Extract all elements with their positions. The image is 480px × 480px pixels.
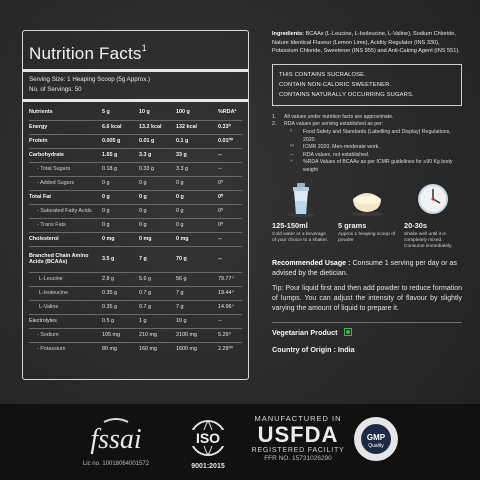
nutrient-value: 0.01⁰⁰ bbox=[218, 134, 242, 148]
nutrient-value: 0 g bbox=[102, 218, 139, 232]
nutrient-value: 0 g bbox=[139, 218, 176, 232]
nutrient-name: Cholesterol bbox=[29, 232, 102, 246]
nutrient-name: L-Isoleucine bbox=[29, 286, 102, 300]
nutrient-value: 56 g bbox=[176, 272, 218, 286]
nutrient-value: 0 g bbox=[102, 176, 139, 190]
gmp-cert bbox=[352, 414, 400, 469]
nutrition-row bbox=[29, 272, 242, 286]
nutrient-value: -- bbox=[218, 162, 242, 176]
nutrient-value: 2.8 g bbox=[102, 272, 139, 286]
nutrition-row bbox=[29, 148, 242, 162]
header-cell: 10 g bbox=[139, 109, 150, 116]
nutrient-value: 0 mg bbox=[139, 232, 176, 246]
step-powder: 5 grams Approx 1 heaping scoop of powder bbox=[338, 181, 396, 250]
step-shake: 20-30s Shake well until it is completely mixed. Consume immediately. bbox=[404, 181, 462, 250]
nutrient-value: 19.44⁺ bbox=[218, 286, 242, 300]
nutrient-name: Branched Chain Amino Acids (BCAAs) bbox=[29, 246, 102, 272]
nutrient-value: -- bbox=[218, 246, 242, 272]
nutrient-name: - Total Sugars bbox=[29, 162, 102, 176]
vegetarian-label: Vegetarian Product bbox=[272, 328, 462, 337]
nutrient-value: 0⁰ bbox=[218, 190, 242, 204]
nutrient-value: 3.3 g bbox=[139, 148, 176, 162]
nutrient-value: 0 g bbox=[139, 190, 176, 204]
nutrient-value: 0.35 g bbox=[102, 300, 139, 314]
nutrient-name: - Added Sugars bbox=[29, 176, 102, 190]
nutrient-value: 7 g bbox=[139, 246, 176, 272]
svg-text:ISO: ISO bbox=[195, 430, 221, 446]
nutrition-row bbox=[29, 232, 242, 246]
nutrient-value: 0.7 g bbox=[139, 300, 176, 314]
nutrition-facts-panel bbox=[22, 30, 249, 380]
nutrient-value: 132 kcal bbox=[176, 120, 218, 134]
nutrition-row bbox=[29, 162, 242, 176]
nutrient-value: 3.3 g bbox=[176, 162, 218, 176]
nutrient-value: 14.96⁺ bbox=[218, 300, 242, 314]
nutrient-value: 0 g bbox=[102, 190, 139, 204]
nutrient-name: L-Valine bbox=[29, 300, 102, 314]
nutrient-value: 0.7 g bbox=[139, 286, 176, 300]
sweetener-notice: THIS CONTAINS SUCRALOSE. CONTAIN NON-CALORIC SWEETENER. CONTAINS NATURALLY OCCURRING SUGARS. bbox=[272, 64, 462, 106]
nutrient-value: 0 mg bbox=[102, 232, 139, 246]
nutrient-value: 0.33⁰ bbox=[218, 120, 242, 134]
nutrient-name: L-Leucine bbox=[29, 272, 102, 286]
divider bbox=[23, 99, 248, 102]
nutrient-value: 13.2 kcal bbox=[139, 120, 176, 134]
nutrition-row bbox=[29, 314, 242, 328]
info-column bbox=[272, 30, 462, 354]
nutrient-value: 6.6 kcal bbox=[102, 120, 139, 134]
nutrient-name: - Saturated Fatty Acids bbox=[29, 204, 102, 218]
header-cell: 100 g bbox=[176, 109, 190, 116]
nutrient-value: 160 mg bbox=[139, 342, 176, 356]
nutrient-value: 0.01 g bbox=[139, 134, 176, 148]
nutrient-value: 0.18 g bbox=[102, 162, 139, 176]
nutrition-row bbox=[29, 286, 242, 300]
svg-text:Quality: Quality bbox=[368, 443, 384, 449]
nutrient-value: 0 g bbox=[102, 204, 139, 218]
header-cell: 5 g bbox=[102, 109, 110, 116]
nutrient-value: 1 g bbox=[139, 314, 176, 328]
fssai-cert: fssai Lic no. 10018064001572 bbox=[66, 418, 166, 467]
nutrient-value: -- bbox=[218, 232, 242, 246]
nutrient-value: -- bbox=[218, 314, 242, 328]
nutrient-value: 33 g bbox=[176, 148, 218, 162]
nutrient-value: 0.005 g bbox=[102, 134, 139, 148]
nutrition-header-row bbox=[29, 105, 242, 120]
veg-mark-icon bbox=[344, 328, 352, 336]
nutrition-row bbox=[29, 300, 242, 314]
nutrition-row bbox=[29, 342, 242, 356]
shaker-icon bbox=[272, 181, 330, 217]
tip-text: Tip: Pour liquid first and then add powder to reduce formation of lumps. You can adjust the intensity of flavour by slightly varying the amount of liquid to prepare it. bbox=[272, 284, 462, 312]
nutrient-value: 1600 mg bbox=[176, 342, 218, 356]
nutrient-value: 105 mg bbox=[102, 328, 139, 342]
header-cell: Nutrients bbox=[29, 109, 53, 116]
nutrient-name: Carbohydrate bbox=[29, 148, 102, 162]
country-of-origin: Country of Origin : India bbox=[272, 344, 355, 354]
nutrient-value: 0 g bbox=[176, 218, 218, 232]
iso-cert: ISO 9001:2015 bbox=[180, 418, 236, 470]
nutrient-value: 80 mg bbox=[102, 342, 139, 356]
nutrient-value: 0 g bbox=[176, 204, 218, 218]
header-cell: %RDA² bbox=[218, 109, 237, 116]
nutrient-value: 10 g bbox=[176, 314, 218, 328]
nutrient-name: - Sodium bbox=[29, 328, 102, 342]
nutrient-value: 5.6 g bbox=[139, 272, 176, 286]
usfda-cert: MANUFACTURED IN USFDA REGISTERED FACILITY FFR NO. 15731026290 bbox=[251, 414, 345, 462]
nutrient-value: 70 g bbox=[176, 246, 218, 272]
nutrient-value: 0⁰ bbox=[218, 204, 242, 218]
nutrition-row bbox=[29, 120, 242, 134]
nutrient-value: 0⁰ bbox=[218, 176, 242, 190]
nutrition-row bbox=[29, 328, 242, 342]
nutrient-value: 2.29⁰⁰ bbox=[218, 342, 242, 356]
nutrient-value: 79.77⁺ bbox=[218, 272, 242, 286]
servings-count: No. of Servings: 50 bbox=[29, 86, 82, 93]
nutrient-value: 0⁰ bbox=[218, 218, 242, 232]
nutrient-value: 0.5 g bbox=[102, 314, 139, 328]
svg-text:fssai: fssai bbox=[90, 424, 142, 454]
nutrient-value: 0 g bbox=[139, 176, 176, 190]
nutrition-row bbox=[29, 134, 242, 148]
step-water: 125-150ml Cold water or a beverage of your choice to a shaker. bbox=[272, 181, 330, 250]
nutrition-row bbox=[29, 218, 242, 232]
nutrient-value: 7 g bbox=[176, 300, 218, 314]
nutrient-value: 7 g bbox=[176, 286, 218, 300]
nutrient-value: 0 g bbox=[176, 176, 218, 190]
fssai-logo bbox=[66, 418, 166, 454]
nutrition-row bbox=[29, 176, 242, 190]
nutrient-value: 0 mg bbox=[176, 232, 218, 246]
recommended-usage: Recommended Usage : Consume 1 serving per day or as advised by the dietician. bbox=[272, 258, 457, 277]
nutrient-name: Protein bbox=[29, 134, 102, 148]
nutrient-value: 0 g bbox=[176, 190, 218, 204]
nutrient-value: 0.35 g bbox=[102, 286, 139, 300]
nutrient-value: 1.65 g bbox=[102, 148, 139, 162]
clock-icon bbox=[404, 181, 462, 217]
nutrient-value: 2100 mg bbox=[176, 328, 218, 342]
nutrient-value: 0 g bbox=[139, 204, 176, 218]
nutrient-name: - Potassium bbox=[29, 342, 102, 356]
nutrition-table bbox=[29, 105, 242, 356]
certifications-band bbox=[0, 404, 480, 480]
nutrition-row bbox=[29, 190, 242, 204]
divider bbox=[23, 69, 248, 72]
footnotes: 1. All values under nutrition facts are approximate. 2. RDA values per serving established as per: ⁰ Food Safety and Standards (Labelling and Display) Regulations, 2020. ⁰⁰ ICMR 2020, Men-moderate work. -- RDA values, not established. ⁺ %RDA Values of BCAAs as per ICMR guidelines for ≥90 Kg body weight bbox=[272, 113, 453, 173]
gmp-badge-icon bbox=[352, 414, 400, 464]
nutrition-row bbox=[29, 204, 242, 218]
scoop-icon bbox=[338, 181, 396, 217]
nutrient-name: Electrolytes bbox=[29, 314, 102, 328]
serving-size: Serving Size: 1 Heaping Scoop (5g Approx.) bbox=[29, 76, 151, 83]
nutrient-value: 5.25⁰ bbox=[218, 328, 242, 342]
nutrition-row bbox=[29, 246, 242, 272]
nutrient-value: -- bbox=[218, 148, 242, 162]
nutrient-value: 0.1 g bbox=[176, 134, 218, 148]
nutrient-name: Energy bbox=[29, 120, 102, 134]
nutrient-value: 210 mg bbox=[139, 328, 176, 342]
nutrient-value: 3.5 g bbox=[102, 246, 139, 272]
nutrition-title: Nutrition Facts$^1$ bbox=[29, 43, 147, 63]
nutrient-name: - Trans Fats bbox=[29, 218, 102, 232]
iso-logo bbox=[186, 418, 230, 458]
ingredients: Ingredients: BCAAs (L-Leucine, L-Isoleucine, L-Valine), Sodium Chloride, Nature Identical Flavour (Lemon Lime), Acidity Regulator (INS 330), Potassium Chloride, Sweetener (INS 955) and Anti-Caking Agent (INS 551). bbox=[272, 31, 460, 55]
preparation-steps bbox=[272, 181, 462, 250]
nutrient-name: Total Fat bbox=[29, 190, 102, 204]
divider bbox=[272, 322, 462, 323]
svg-text:GMP: GMP bbox=[366, 433, 386, 442]
nutrient-value: 0.33 g bbox=[139, 162, 176, 176]
